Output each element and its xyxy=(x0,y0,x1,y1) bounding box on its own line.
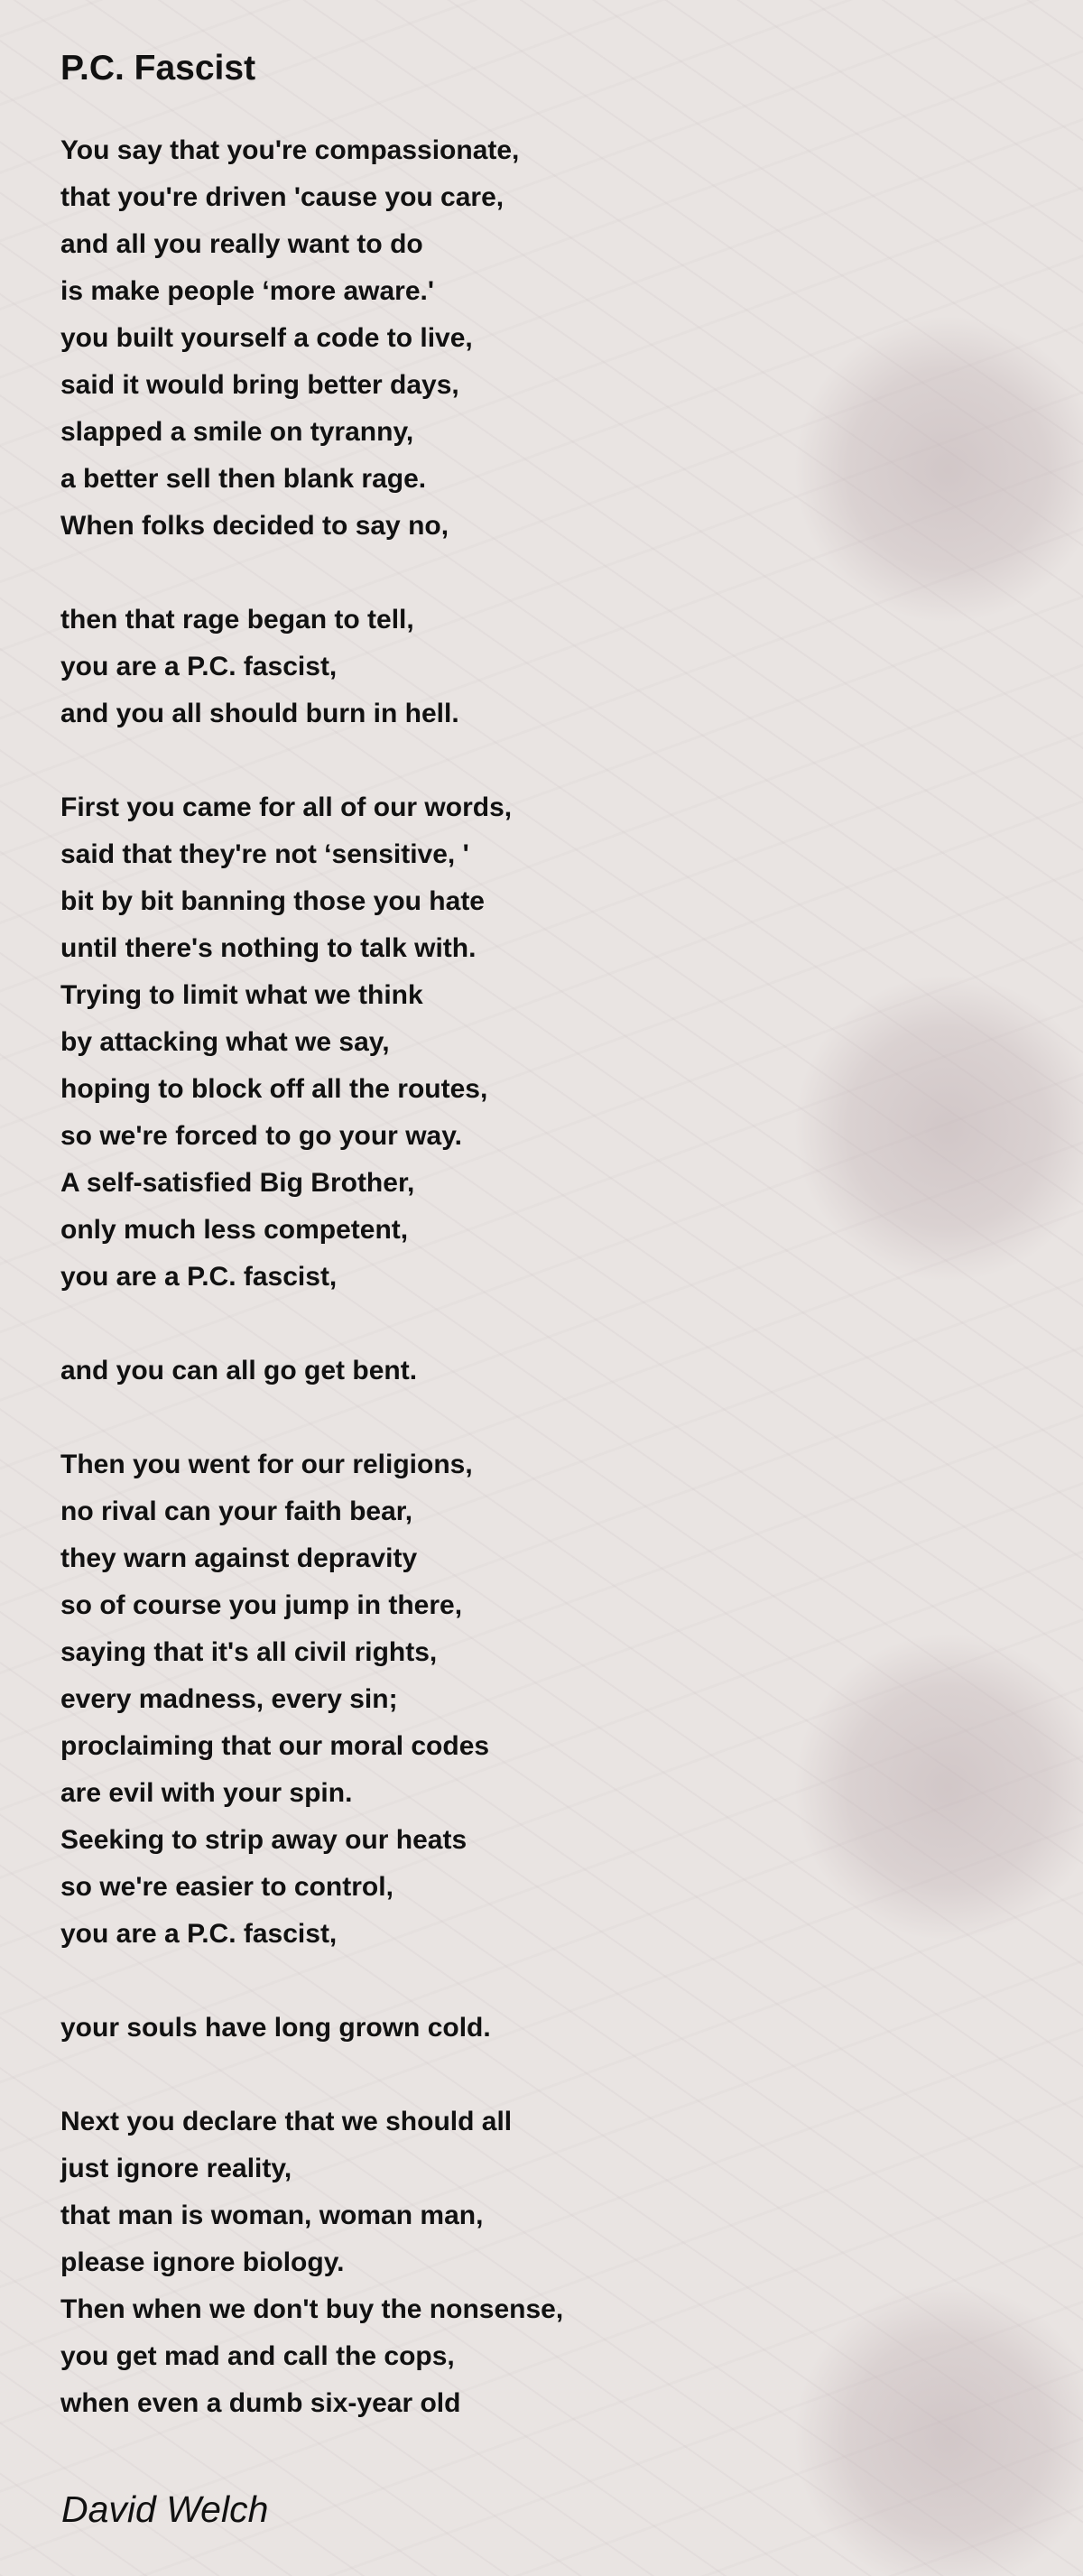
poem-line: only much less competent, xyxy=(60,1215,409,1245)
poem-line: that man is woman, woman man, xyxy=(60,2201,484,2230)
poem-line: you are a P.C. fascist, xyxy=(60,1262,338,1292)
poem-line: just ignore reality, xyxy=(60,2154,292,2183)
stanza xyxy=(60,784,563,1301)
poem-body xyxy=(60,127,563,2427)
poem-container xyxy=(60,43,873,2418)
poem-line: they warn against depravity xyxy=(60,1543,418,1573)
poem-line: said that they're not ‘sensitive, ' xyxy=(60,839,469,869)
poem-line: Then when we don't buy the nonsense, xyxy=(60,2294,564,2324)
stanza-break xyxy=(60,1395,563,1441)
poem-line: saying that it's all civil rights, xyxy=(60,1637,438,1667)
poem-line: that you're driven 'cause you care, xyxy=(60,182,504,212)
stanza-break xyxy=(60,2052,563,2099)
poem-line: by attacking what we say, xyxy=(60,1027,390,1057)
poem-line: Trying to limit what we think xyxy=(60,980,423,1010)
poem-line: hoping to block off all the routes, xyxy=(60,1074,488,1104)
poem-line: so of course you jump in there, xyxy=(60,1590,463,1620)
stanza-break xyxy=(60,1958,563,2005)
stanza xyxy=(60,1348,563,1395)
poem-line: you are a P.C. fascist, xyxy=(60,652,338,681)
poem-line: A self-satisfied Big Brother, xyxy=(60,1168,415,1198)
poem-line: slapped a smile on tyranny, xyxy=(60,417,414,447)
poem-line: Then you went for our religions, xyxy=(60,1450,473,1479)
poem-line: until there's nothing to talk with. xyxy=(60,933,477,963)
poem-author: David Welch xyxy=(61,2488,269,2530)
stanza xyxy=(60,2005,563,2052)
poem-line: when even a dumb six-year old xyxy=(60,2388,461,2418)
poem-line: then that rage began to tell, xyxy=(60,605,414,635)
poem-line: Seeking to strip away our heats xyxy=(60,1825,467,1855)
poem-line: are evil with your spin. xyxy=(60,1778,353,1808)
stanza-break xyxy=(60,1301,563,1348)
stanza xyxy=(60,2099,563,2427)
poem-line: First you came for all of our words, xyxy=(60,792,513,822)
poem-line: and you all should burn in hell. xyxy=(60,699,459,728)
poem-line: and all you really want to do xyxy=(60,229,423,259)
poem-title: P.C. Fascist xyxy=(60,49,256,88)
poem-line: no rival can your faith bear, xyxy=(60,1496,413,1526)
poem-line: bit by bit banning those you hate xyxy=(60,886,485,916)
poem-line: said it would bring better days, xyxy=(60,370,459,400)
stanza xyxy=(60,597,563,737)
stanza-break xyxy=(60,737,563,784)
poem-line: you get mad and call the cops, xyxy=(60,2341,455,2371)
poem-line: please ignore biology. xyxy=(60,2247,345,2277)
poem-line: a better sell then blank rage. xyxy=(60,464,427,494)
poem-line: you are a P.C. fascist, xyxy=(60,1919,338,1949)
stanza xyxy=(60,1441,563,1958)
poem-line: so we're easier to control, xyxy=(60,1872,393,1902)
poem-line: is make people ‘more aware.' xyxy=(60,276,434,306)
poem-line: so we're forced to go your way. xyxy=(60,1121,463,1151)
poem-line: Next you declare that we should all xyxy=(60,2107,513,2136)
poem-line: proclaiming that our moral codes xyxy=(60,1731,490,1761)
poem-line: When folks decided to say no, xyxy=(60,511,449,541)
poem-line: your souls have long grown cold. xyxy=(60,2013,491,2043)
stanza-break xyxy=(60,550,563,597)
poem-line: you built yourself a code to live, xyxy=(60,323,473,353)
poem-line: every madness, every sin; xyxy=(60,1684,398,1714)
stanza xyxy=(60,127,563,550)
poem-line: You say that you're compassionate, xyxy=(60,135,520,165)
poem-line: and you can all go get bent. xyxy=(60,1356,418,1385)
